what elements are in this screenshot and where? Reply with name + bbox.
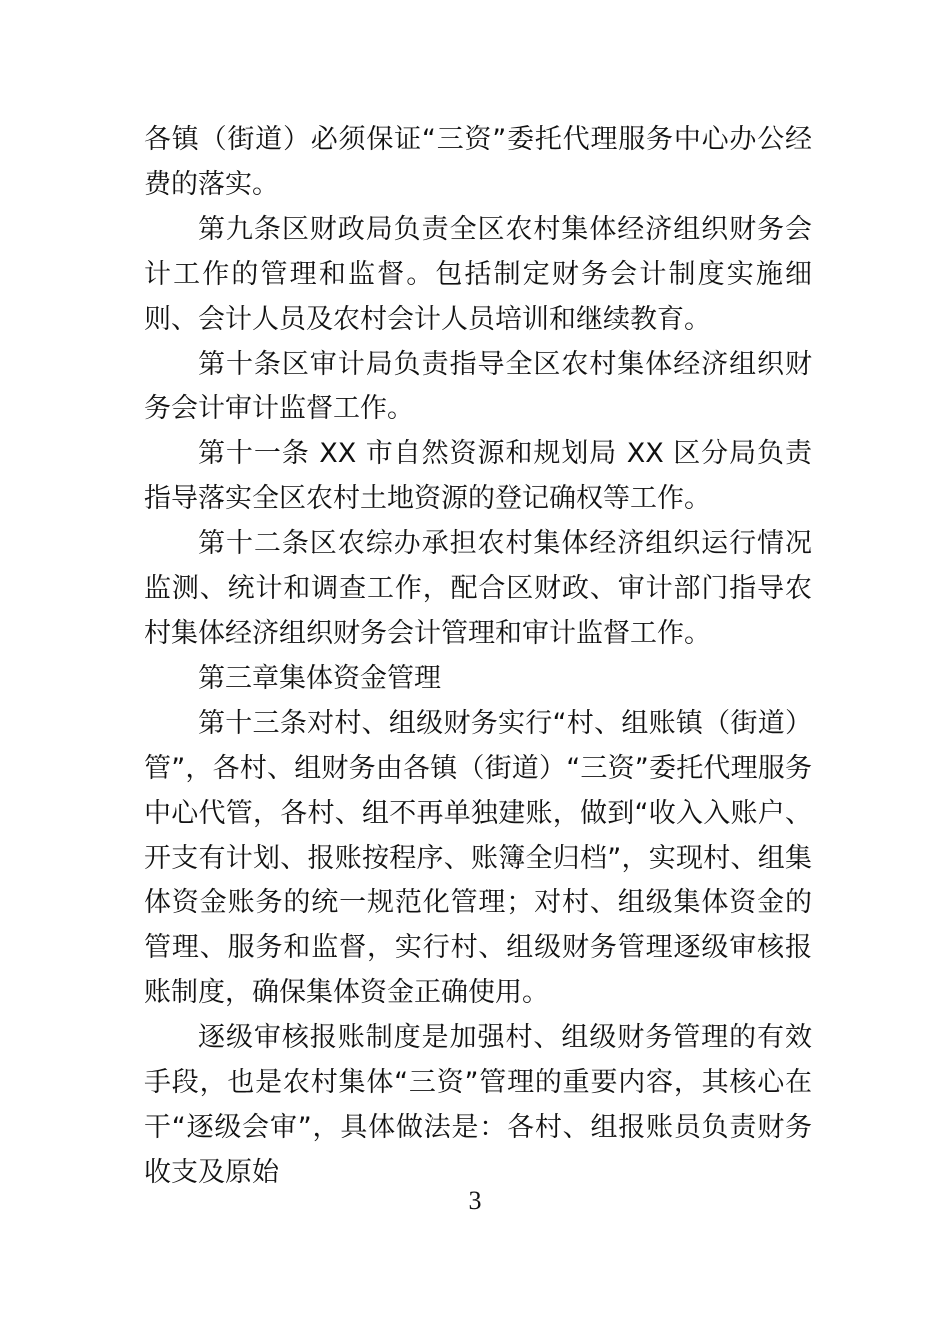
paragraph-review-system: 逐级审核报账制度是加强村、组级财务管理的有效手段，也是农村集体“三资”管理的重要内容，其核心在干“逐级会审”，具体做法是：各村、组报账员负责财务收支及原始 (144, 1022, 812, 1188)
paragraph-article-13: 第十三条对村、组级财务实行“村、组账镇（街道）管”，各村、组财务由各镇（街道）“三资”委托代理服务中心代管，各村、组不再单独建账，做到“收入入账户、开支有计划、报账按程序、账簿全归档”，实现村、组集体资金账务的统一规范化管理；对村、组级集体资金的管理、服务和监督，实行村、组级财务管理逐级审核报账制度，确保集体资金正确使用。 (144, 707, 812, 1009)
paragraph-office-funding: 各镇（街道）必须保证“三资”委托代理服务中心办公经费的落实。 (144, 124, 812, 200)
paragraph-article-9: 第九条区财政局负责全区农村集体经济组织财务会计工作的管理和监督。包括制定财务会计制度实施细则、会计人员及农村会计人员培训和继续教育。 (144, 213, 812, 335)
paragraph-article-11: 第十一条 XX 市自然资源和规划局 XX 区分局负责指导落实全区农村土地资源的登记确权等工作。 (144, 438, 812, 515)
page-number: 3 (468, 1186, 482, 1215)
paragraph-article-10: 第十条区审计局负责指导全区农村集体经济组织财务会计审计监督工作。 (144, 348, 812, 425)
paragraph-article-12: 第十二条区农综办承担农村集体经济组织运行情况监测、统计和调查工作，配合区财政、审计部门指导农村集体经济组织财务会计管理和审计监督工作。 (144, 528, 812, 649)
document-body (144, 118, 812, 1196)
chapter-heading-3: 第三章集体资金管理 (198, 662, 441, 694)
